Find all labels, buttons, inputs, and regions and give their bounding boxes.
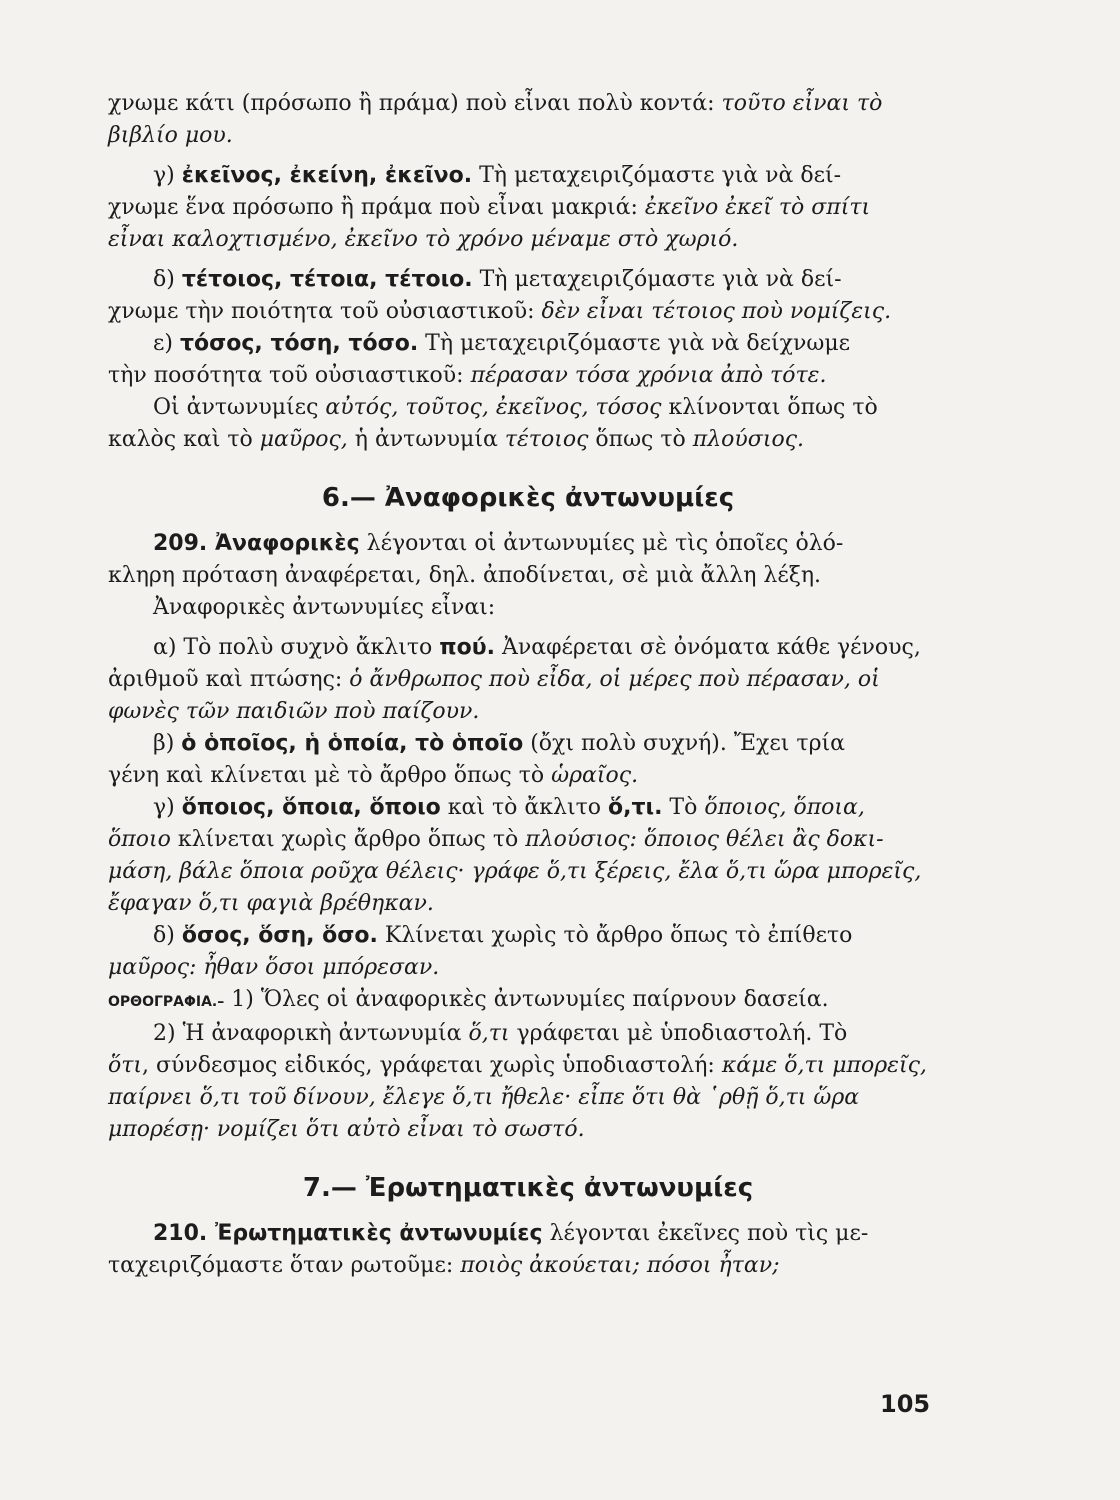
text-run: μαῦρος: ἦθαν ὅσοι μπόρεσαν. <box>108 955 440 980</box>
text-run: ὅσος, ὅση, ὅσο. <box>181 923 378 948</box>
text-run: , σύνδεσμος εἰδικός, γράφεται χωρὶς ὑποδιαστολή: <box>142 1053 722 1078</box>
text-run: ὅ,τι. <box>607 795 663 820</box>
text-run: ὡραῖος. <box>551 763 639 788</box>
text-line <box>108 528 948 560</box>
text-line <box>108 856 948 888</box>
text-line <box>108 1082 948 1114</box>
text-run: γ) <box>153 795 182 820</box>
text-line <box>108 728 948 760</box>
text-run: μάση, βάλε ὅποια ροῦχα θέλεις· γράφε ὅ,τι ξέρεις, ἔλα ὅ,τι ὥρα μπορεῖς, <box>108 859 922 884</box>
text-line <box>108 760 948 792</box>
text-run: γ) <box>153 163 182 188</box>
text-run: ΟΡΘΟΓΡΑΦΙΑ.– <box>108 994 225 1010</box>
text-line <box>108 952 948 984</box>
text-run: ὁ ἄνθρωπος ποὺ εἶδα, οἱ μέρες ποὺ πέρασαν, οἱ <box>349 667 880 692</box>
text-run: πέρασαν τόσα χρόνια ἀπὸ τότε. <box>470 363 827 388</box>
text-run: γένη καὶ κλίνεται μὲ τὸ ἄρθρο ὅπως τὸ <box>108 763 552 788</box>
text-line <box>108 984 948 1018</box>
text-run: ὅποιος, ὅποια, <box>704 795 865 820</box>
text-run: 2) Ἡ ἀναφορικὴ ἀντωνυμία <box>153 1021 469 1046</box>
text-run: χνωμε ἕνα πρόσωπο ἢ πράμα ποὺ εἶναι μακριά: <box>108 195 645 220</box>
text-run: γράφεται μὲ ὑποδιαστολή. Τὸ <box>509 1021 848 1046</box>
text-run: β) <box>153 731 182 756</box>
page-text <box>108 88 948 1282</box>
text-run: ἡ ἀντωνυμία <box>347 427 505 452</box>
text-run: ἔφαγαν ὅ,τι φαγιὰ βρέθηκαν. <box>108 891 434 916</box>
text-line <box>108 424 948 456</box>
text-run: βιβλίο μου. <box>108 123 233 148</box>
text-run: τὴν ποσότητα τοῦ οὐσιαστικοῦ: <box>108 363 471 388</box>
text-line <box>108 592 948 624</box>
text-run: πλούσιος. <box>692 427 805 452</box>
text-line <box>108 328 948 360</box>
text-run: ἐκεῖνος, ἐκείνη, ἐκεῖνο. <box>181 163 473 188</box>
text-run: κληρη πρόταση ἀναφέρεται, δηλ. ἀποδίνεται, σὲ μιὰ ἄλλη λέξη. <box>108 563 822 588</box>
text-line <box>108 1050 948 1082</box>
text-run: κάμε ὅ,τι μπορεῖς, <box>721 1053 927 1078</box>
text-run: δ) <box>153 923 182 948</box>
text-run: Ἀναφέρεται σὲ ὀνόματα κάθε γένους, <box>495 635 921 660</box>
text-line <box>108 632 948 664</box>
text-line <box>108 392 948 424</box>
text-run: ὅπως τὸ <box>588 427 693 452</box>
text-run: τέτοιος, τέτοια, τέτοιο. <box>181 267 473 292</box>
text-line <box>108 888 948 920</box>
text-run: 210. Ἐρωτηματικὲς ἀντωνυμίες <box>153 1221 543 1246</box>
text-line <box>108 792 948 824</box>
text-run: Τὴ μεταχειριζόμαστε γιὰ νὰ δείχνωμε <box>418 331 851 356</box>
text-run: καλὸς καὶ τὸ <box>108 427 260 452</box>
text-run: πού. <box>439 635 496 660</box>
text-run: κλίνεται χωρὶς ἄρθρο ὅπως τὸ <box>170 827 526 852</box>
text-run: εἶναι καλοχτισμένο, ἐκεῖνο τὸ χρόνο μέναμε στὸ χωριό. <box>108 227 739 252</box>
text-run: κλίνονται ὅπως τὸ <box>661 395 878 420</box>
text-run: ἀριθμοῦ καὶ πτώσης: <box>108 667 350 692</box>
text-line <box>108 1250 948 1282</box>
text-run: δ) <box>153 267 182 292</box>
text-line <box>108 88 948 120</box>
text-run: ὅ,τι <box>468 1021 510 1046</box>
text-line <box>108 560 948 592</box>
text-line <box>108 296 948 328</box>
text-line <box>108 1018 948 1050</box>
text-run: τέτοιος <box>504 427 589 452</box>
text-run: α) Τὸ πολὺ συχνὸ ἄκλιτο <box>153 635 440 660</box>
text-line <box>108 1114 948 1146</box>
text-run: δὲν εἶναι τέτοιος ποὺ νομίζεις. <box>541 299 892 324</box>
text-line <box>108 192 948 224</box>
text-line <box>108 664 948 696</box>
text-run: Ἀναφορικὲς ἀντωνυμίες εἶναι: <box>153 595 496 620</box>
text-run: χνωμε τὴν ποιότητα τοῦ οὐσιαστικοῦ: <box>108 299 542 324</box>
text-run: ταχειριζόμαστε ὅταν ρωτοῦμε: <box>108 1253 461 1278</box>
text-run: μαῦρος, <box>259 427 348 452</box>
text-line <box>108 1218 948 1250</box>
text-run: 209. Ἀναφορικὲς <box>153 531 360 556</box>
text-line <box>108 120 948 152</box>
section-heading: 7.— Ἐρωτηματικὲς ἀντωνυμίες <box>302 1173 754 1203</box>
text-run: ὅποιο <box>108 827 171 852</box>
text-run: αὐτός, τοῦτος, ἐκεῖνος, τόσος <box>325 395 662 420</box>
text-run: τοῦτο εἶναι τὸ <box>721 91 883 116</box>
text-run: τόσος, τόση, τόσο. <box>179 331 419 356</box>
text-run: Τὴ μεταχειριζόμαστε γιὰ νὰ δεί- <box>472 163 842 188</box>
text-run: ἐκεῖνο ἐκεῖ τὸ σπίτι <box>644 195 871 220</box>
section-heading: 6.— Ἀναφορικὲς ἀντωνυμίες <box>321 483 735 513</box>
text-run: Τὴ μεταχειριζόμαστε γιὰ νὰ δεί- <box>472 267 842 292</box>
text-line <box>108 920 948 952</box>
text-run: μπορέσῃ· νομίζει ὅτι αὐτὸ εἶναι τὸ σωστό. <box>108 1117 585 1142</box>
text-line <box>108 264 948 296</box>
text-run: φωνὲς τῶν παιδιῶν ποὺ παίζουν. <box>108 699 480 724</box>
text-run: ποιὸς ἀκούεται; πόσοι ἦταν; <box>460 1253 780 1278</box>
text-run: ε) <box>153 331 180 356</box>
text-run: 1) Ὅλες οἱ ἀναφορικὲς ἀντωνυμίες παίρνουν δασεία. <box>224 987 829 1012</box>
text-line <box>108 824 948 856</box>
text-run: καὶ τὸ ἄκλιτο <box>440 795 608 820</box>
text-run: ὅποιος, ὅποια, ὅποιο <box>181 795 441 820</box>
page-number: 105 <box>880 1390 931 1418</box>
text-run: Κλίνεται χωρὶς τὸ ἄρθρο ὅπως τὸ ἐπίθετο <box>377 923 853 948</box>
text-run: λέγονται ἐκεῖνες ποὺ τὶς με- <box>542 1221 869 1246</box>
text-run: ὅτι <box>108 1053 143 1078</box>
text-run: παίρνει ὅ,τι τοῦ δίνουν, ἔλεγε ὅ,τι ἤθελε· εἶπε ὅτι θὰ ῾ρθῇ ὅ,τι ὥρα <box>108 1085 860 1110</box>
text-line <box>108 160 948 192</box>
text-line <box>108 224 948 256</box>
text-run: πλούσιος: ὅποιος θέλει ἂς δοκι- <box>525 827 884 852</box>
text-run: ὁ ὁποῖος, ἡ ὁποία, τὸ ὁποῖο <box>181 731 524 756</box>
text-run: Οἱ ἀντωνυμίες <box>153 395 326 420</box>
text-run: (ὄχι πολὺ συχνή). Ἔχει τρία <box>523 731 845 756</box>
text-run: Τὸ <box>662 795 705 820</box>
text-run: λέγονται οἱ ἀντωνυμίες μὲ τὶς ὁποῖες ὁλό- <box>359 531 844 556</box>
text-line <box>108 360 948 392</box>
text-run: χνωμε κάτι (πρόσωπο ἢ πράμα) ποὺ εἶναι πολὺ κοντά: <box>108 91 722 116</box>
text-line <box>108 696 948 728</box>
